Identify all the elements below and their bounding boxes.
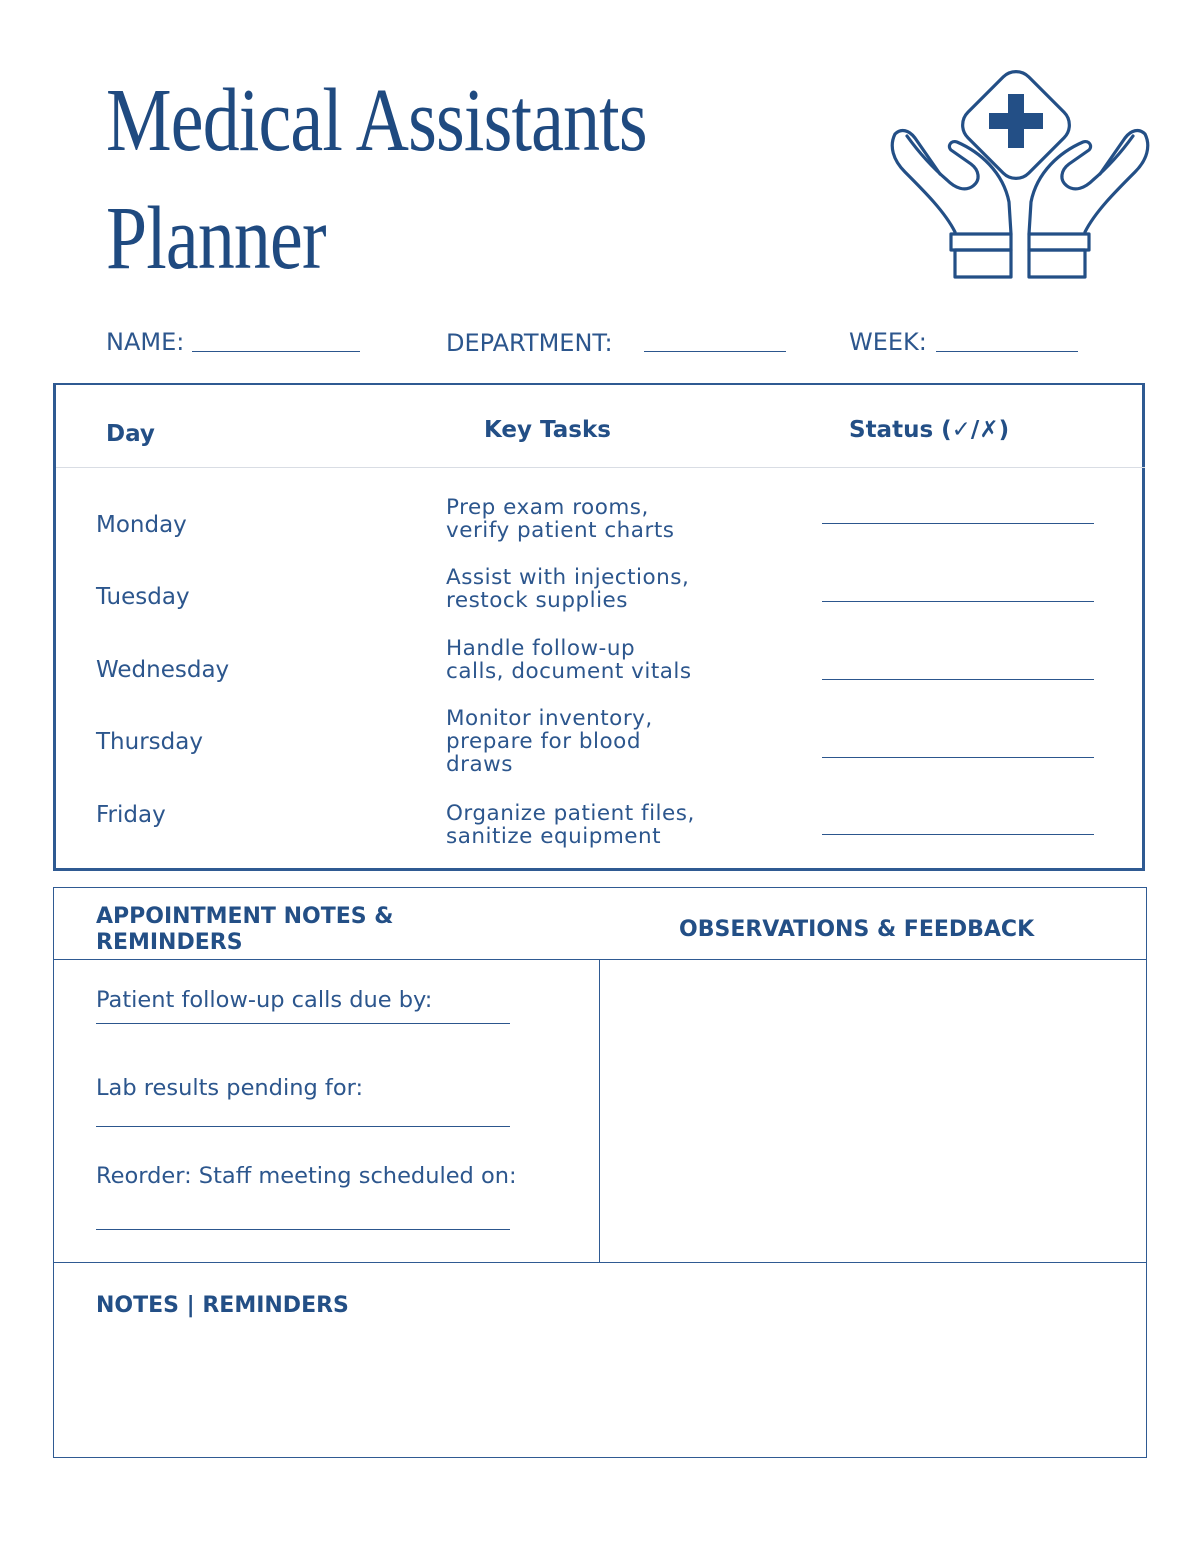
task-tuesday <box>446 566 776 612</box>
page-title <box>106 62 696 298</box>
weekly-tasks-table <box>53 383 1145 871</box>
task-line: Prep exam rooms, <box>446 495 649 520</box>
week-field[interactable] <box>936 351 1078 352</box>
task-line: verify patient charts <box>446 518 675 543</box>
name-field[interactable] <box>192 351 360 352</box>
task-line: prepare for blood <box>446 729 641 754</box>
status-field-wednesday[interactable] <box>822 679 1094 680</box>
observations-area[interactable] <box>602 962 1144 1260</box>
heading-line: APPOINTMENT NOTES & <box>96 904 394 929</box>
task-thursday <box>446 707 776 776</box>
status-field-tuesday[interactable] <box>822 601 1094 602</box>
observations-heading: OBSERVATIONS & FEEDBACK <box>679 917 1035 942</box>
task-line: Handle follow-up <box>446 636 636 661</box>
task-line: draws <box>446 752 513 777</box>
staff-meeting-field[interactable] <box>96 1229 510 1230</box>
task-friday <box>446 802 776 848</box>
department-label: DEPARTMENT: <box>446 329 613 357</box>
task-wednesday <box>446 637 776 683</box>
column-divider <box>599 959 600 1262</box>
notes-reminders-heading: NOTES | REMINDERS <box>96 1293 349 1318</box>
day-monday: Monday <box>96 512 187 538</box>
notes-area[interactable] <box>56 1330 1144 1455</box>
hands-holding-medical-cross-icon <box>885 62 1155 284</box>
table-header-divider <box>56 467 1145 468</box>
section-divider <box>53 1262 1147 1263</box>
status-field-thursday[interactable] <box>822 757 1094 758</box>
status-field-friday[interactable] <box>822 834 1094 835</box>
task-monday <box>446 496 776 542</box>
day-friday: Friday <box>96 802 166 828</box>
task-line: Monitor inventory, <box>446 706 653 731</box>
day-tuesday: Tuesday <box>96 584 190 610</box>
day-wednesday: Wednesday <box>96 657 230 683</box>
followup-calls-label: Patient follow-up calls due by: <box>96 987 433 1013</box>
appointment-notes-heading <box>96 904 393 956</box>
name-label: NAME: <box>106 328 185 356</box>
header-day: Day <box>106 421 155 447</box>
task-line: sanitize equipment <box>446 824 662 849</box>
followup-calls-field[interactable] <box>96 1023 510 1024</box>
title-line-2: Planner <box>106 189 326 288</box>
header-status: Status (✓/✗) <box>849 417 1010 443</box>
task-line: restock supplies <box>446 588 628 613</box>
lab-results-field[interactable] <box>96 1126 510 1127</box>
header-key-tasks: Key Tasks <box>484 417 611 443</box>
title-line-1: Medical Assistants <box>106 71 647 170</box>
task-line: Assist with injections, <box>446 565 690 590</box>
staff-meeting-label: Reorder: Staff meeting scheduled on: <box>96 1163 517 1189</box>
task-line: Organize patient files, <box>446 801 695 826</box>
section-divider <box>53 959 1147 960</box>
week-label: WEEK: <box>849 328 927 356</box>
heading-line: REMINDERS <box>96 930 243 955</box>
status-field-monday[interactable] <box>822 523 1094 524</box>
lab-results-label: Lab results pending for: <box>96 1075 364 1101</box>
day-thursday: Thursday <box>96 729 203 755</box>
task-line: calls, document vitals <box>446 659 692 684</box>
department-field[interactable] <box>644 351 786 352</box>
